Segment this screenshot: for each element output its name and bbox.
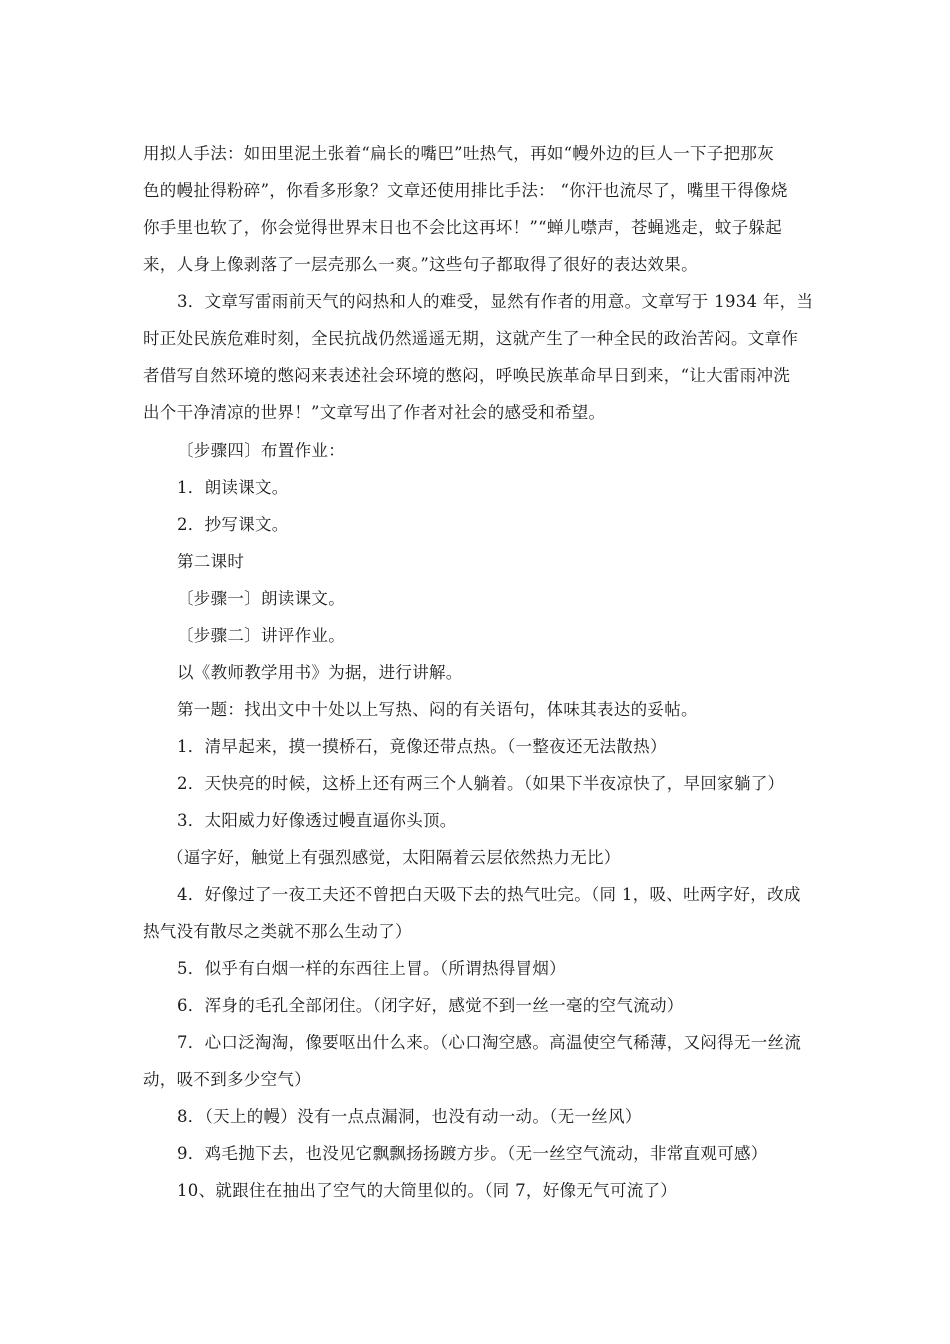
list-item: 2．天快亮的时候，这桥上还有两三个人躺着。（如果下半夜凉快了，早回家躺了）: [177, 774, 785, 793]
list-item: 2．抄写课文。: [177, 515, 289, 534]
paragraph-line: 用拟人手法：如田里泥土张着“扁长的嘴巴”吐热气，再如“幔外边的巨人一下子把那灰: [143, 144, 775, 163]
list-item: 8．（天上的幔）没有一点点漏洞，也没有动一动。（无一丝风）: [177, 1107, 642, 1126]
list-item: 3．太阳威力好像透过幔直逼你头顶。: [177, 811, 457, 830]
section-heading: 第二课时: [177, 552, 245, 571]
list-item: 1．清早起来，摸一摸桥石，竟像还带点热。（一整夜还无法散热）: [177, 737, 667, 756]
section-heading: 〔步骤一〕朗读课文。: [177, 589, 345, 608]
paragraph-line: 来，人身上像剥落了一层壳那么一爽。”这些句子都取得了很好的表达效果。: [143, 255, 698, 274]
list-item: 6．浑身的毛孔全部闭住。（闭字好，感觉不到一丝一毫的空气流动）: [177, 996, 684, 1015]
paragraph-line: 第一题：找出文中十处以上写热、闷的有关语句，体味其表达的妥帖。: [177, 700, 698, 719]
list-item: 9．鸡毛抛下去，也没见它飘飘扬扬踱方步。（无一丝空气流动，非常直观可感）: [177, 1144, 768, 1163]
list-item: 10、就跟住在抽出了空气的大筒里似的。（同 7，好像无气可流了）: [177, 1181, 678, 1200]
paragraph-line: 时正处民族危难时刻，全民抗战仍然遥遥无期，这就产生了一种全民的政治苦闷。文章作: [143, 329, 799, 348]
paragraph-line: 出个干净清凉的世界！”文章写出了作者对社会的感受和希望。: [143, 403, 606, 422]
list-item-note: （逼字好，触觉上有强烈感觉，太阳隔着云层依然热力无比）: [167, 848, 621, 867]
list-item: 5．似乎有白烟一样的东西往上冒。（所谓热得冒烟）: [177, 959, 566, 978]
list-item-continued: 热气没有散尽之类就不那么生动了）: [143, 922, 412, 941]
section-heading: 〔步骤二〕讲评作业。: [177, 626, 345, 645]
paragraph-line: 你手里也软了，你会觉得世界末日也不会比这再坏！”“蝉儿噤声，苍蝇逃走，蚊子躲起: [143, 218, 783, 237]
paragraph-line: 以《教师教学用书》为据，进行讲解。: [177, 663, 463, 682]
list-item: 1．朗读课文。: [177, 478, 289, 497]
paragraph-line: 色的幔扯得粉碎”，你看多形象？文章还使用排比手法： “你汗也流尽了，嘴里干得像烧: [143, 181, 788, 200]
paragraph-line: 者借写自然环境的憋闷来表述社会环境的憋闷，呼唤民族革命早日到来，“让大雷雨冲洗: [143, 366, 791, 385]
section-heading: 〔步骤四〕布置作业：: [177, 441, 345, 460]
list-item: 7．心口泛淘淘，像要呕出什么来。（心口淘空感。高温使空气稀薄，又闷得无一丝流: [177, 1033, 802, 1052]
paragraph-line: 3．文章写雷雨前天气的闷热和人的难受，显然有作者的用意。文章写于 1934 年，当: [177, 292, 814, 311]
list-item: 4．好像过了一夜工夫还不曾把白天吸下去的热气吐完。（同 1，吸、吐两字好，改成: [177, 885, 801, 904]
list-item-continued: 动，吸不到多少空气）: [143, 1070, 311, 1089]
